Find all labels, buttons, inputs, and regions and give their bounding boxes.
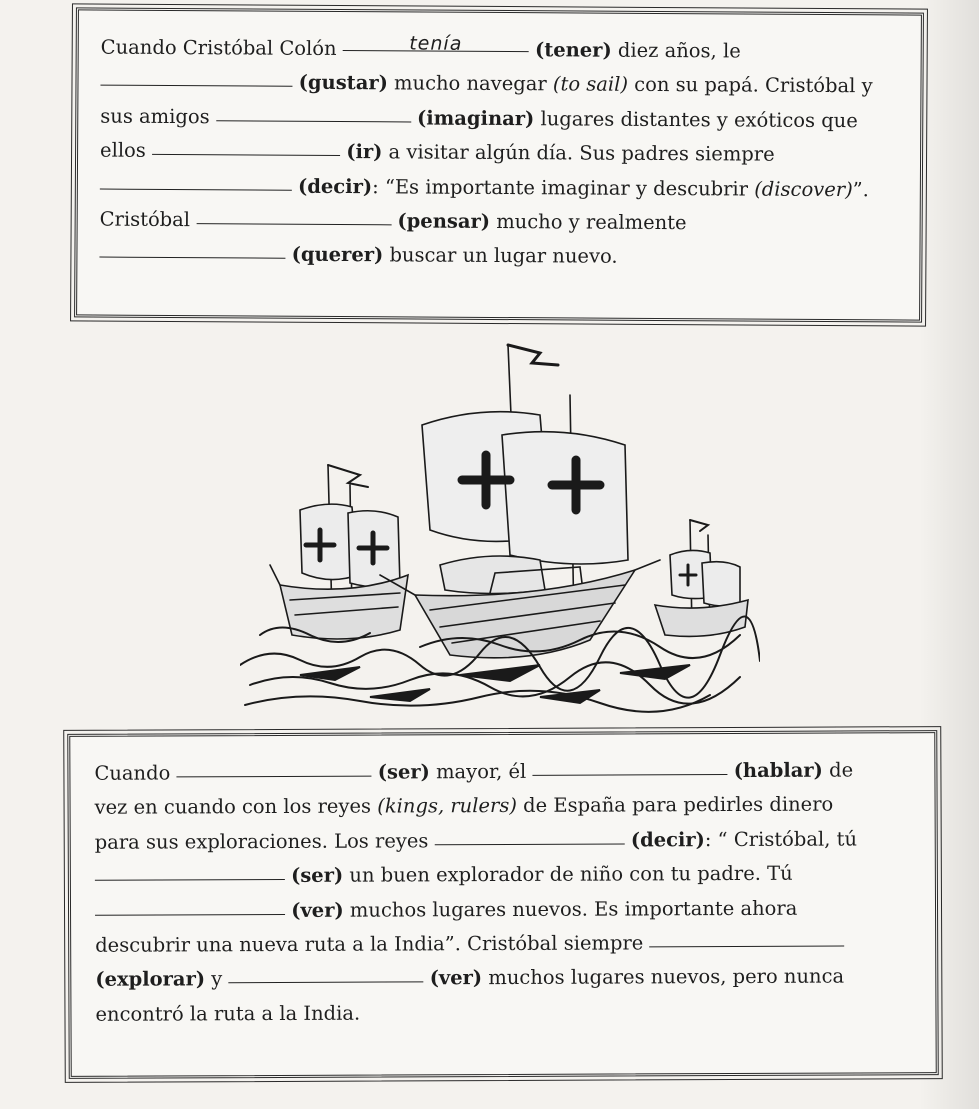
paragraph-2	[94, 753, 857, 1032]
text-line	[95, 925, 857, 963]
text: encontró la ruta a la India.	[95, 1001, 361, 1026]
right-ship	[655, 520, 748, 636]
text: Cristóbal	[99, 207, 197, 232]
text: de España para pedirles dinero	[516, 792, 834, 818]
text-line	[100, 65, 872, 104]
text-line	[100, 168, 872, 207]
verb-prompt: (querer)	[291, 243, 384, 267]
answer-blank-2[interactable]	[100, 65, 292, 87]
answer-blank-10[interactable]	[435, 823, 625, 845]
text-line	[95, 822, 857, 860]
verb-prompt: (pensar)	[397, 209, 491, 233]
verb-prompt: (ver)	[291, 898, 344, 922]
text-line	[95, 788, 857, 826]
verb-prompt: (imaginar)	[416, 106, 535, 131]
text: lugares distantes y exóticos que	[534, 107, 858, 133]
answer-blank-3[interactable]	[216, 100, 411, 122]
text: con su papá. Cristóbal y	[627, 73, 873, 98]
verb-prompt: (hablar)	[733, 758, 823, 782]
text: mayor, él	[429, 759, 533, 784]
text: Cuando	[94, 761, 177, 785]
verb-prompt: (ser)	[291, 863, 344, 888]
verb-prompt: (gustar)	[298, 71, 388, 95]
gloss: (to sail)	[552, 72, 629, 97]
text: descubrir una nueva ruta a la India”. Cristóbal siempre	[95, 931, 650, 957]
text-line	[95, 857, 857, 895]
text: mucho y realmente	[489, 209, 687, 235]
text: : “Es importante imaginar y descubrir	[372, 174, 755, 201]
exercise-box-2	[67, 730, 938, 1079]
answer-blank-9[interactable]	[532, 754, 727, 776]
text: y	[204, 967, 229, 991]
answer-blank-13[interactable]	[649, 926, 844, 948]
text: ”.	[852, 177, 869, 201]
text-line	[100, 203, 872, 242]
handwritten-answer: tenía	[409, 32, 463, 55]
text-line	[94, 753, 856, 791]
answer-blank-11[interactable]	[95, 859, 285, 881]
left-ship	[270, 465, 408, 639]
text-line	[99, 237, 871, 276]
text-line	[95, 960, 857, 998]
answer-blank-6[interactable]	[196, 203, 391, 225]
text: mucho navegar	[387, 71, 553, 96]
answer-blank-4[interactable]	[152, 134, 340, 156]
text-line	[95, 994, 857, 1032]
text: : “ Cristóbal, tú	[704, 827, 858, 851]
text-line	[100, 134, 872, 173]
verb-prompt: (ir)	[346, 140, 383, 164]
verb-prompt: (decir)	[298, 174, 373, 198]
verb-prompt: (ver)	[429, 966, 483, 990]
text: sus amigos	[100, 104, 216, 129]
answer-blank-8[interactable]	[176, 756, 371, 778]
gloss: (discover)	[754, 177, 853, 201]
text: buscar un lugar nuevo.	[383, 243, 618, 269]
answer-blank-1[interactable]	[343, 30, 529, 55]
text: Cuando Cristóbal Colón	[100, 35, 343, 61]
paragraph-1	[99, 31, 873, 277]
text: muchos lugares nuevos, pero nunca	[482, 964, 845, 990]
text-line	[100, 99, 872, 138]
center-ship	[380, 345, 660, 658]
answer-blank-5[interactable]	[100, 168, 292, 190]
verb-prompt: (explorar)	[95, 967, 206, 992]
verb-prompt: (ser)	[377, 760, 430, 784]
gloss: (kings, rulers)	[377, 794, 517, 818]
text: muchos lugares nuevos. Es importante ahora	[343, 896, 798, 922]
verb-prompt: (decir)	[630, 827, 705, 852]
text-line	[101, 31, 873, 70]
text-line	[95, 891, 857, 929]
text: vez en cuando con los reyes	[94, 794, 378, 820]
ships-illustration	[240, 335, 760, 715]
text: un buen explorador de niño con tu padre. Tú	[343, 861, 793, 887]
answer-blank-7[interactable]	[99, 237, 285, 259]
text: ellos	[100, 138, 153, 163]
verb-prompt: (tener)	[534, 38, 612, 62]
text: diez años, le	[611, 38, 741, 63]
exercise-box-1	[74, 7, 924, 322]
answer-blank-14[interactable]	[228, 962, 423, 984]
answer-blank-12[interactable]	[95, 894, 285, 916]
text: para sus exploraciones. Los reyes	[94, 829, 435, 854]
text: de	[822, 758, 854, 782]
text: a visitar algún día. Sus padres siempre	[382, 140, 775, 166]
